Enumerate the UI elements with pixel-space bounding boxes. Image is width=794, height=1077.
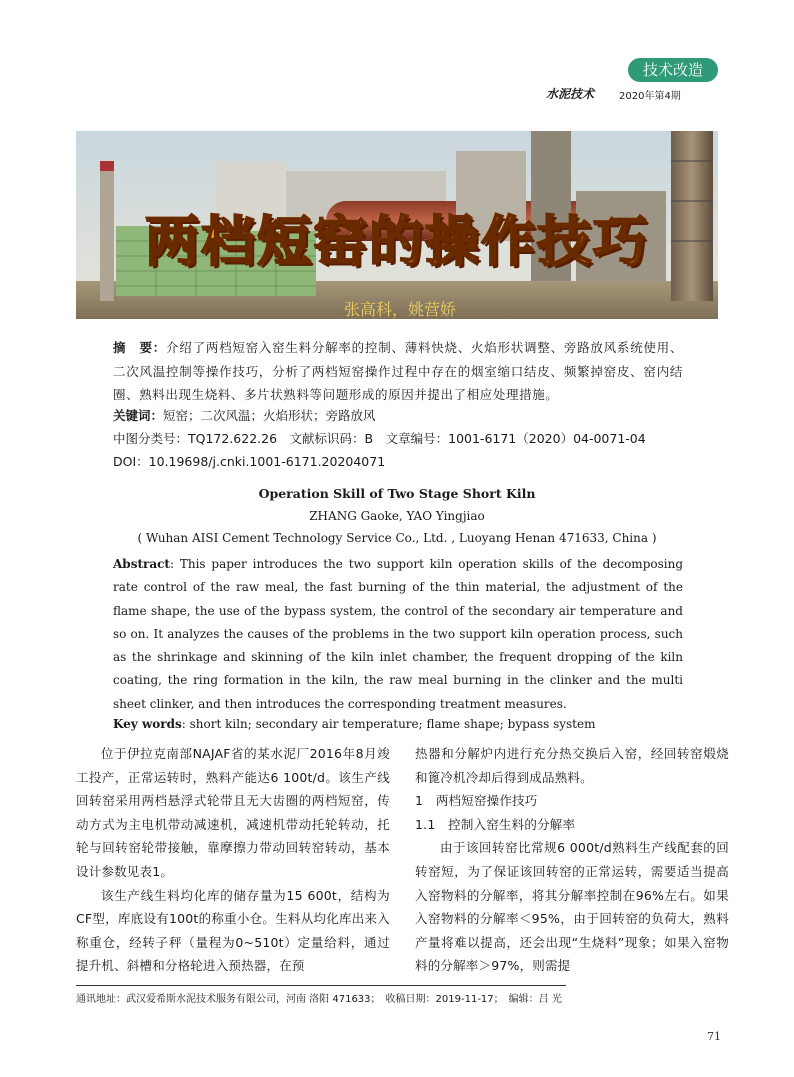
journal-issue: 2020年第4期 [619, 91, 681, 102]
en-affiliation: ( Wuhan AISI Cement Technology Service Co., Ltd. , Luoyang Henan 471633, China ) [137, 531, 657, 545]
cn-abstract-label: 摘 要： [113, 340, 167, 355]
en-title: Operation Skill of Two Stage Short Kiln [258, 486, 536, 501]
banner-title: 两档短窑的操作技巧 [145, 210, 649, 273]
cn-abstract [113, 336, 683, 407]
section-tag: 技术改造 [628, 58, 718, 82]
body-paragraph: 位于伊拉克南部NAJAF省的某水泥厂2016年8月竣工投产，正常运转时，熟料产能达6 100t/d。该生产线回转窑采用两档悬浮式轮带且无大齿圈的两档短窑，传动方式为主电机带动减速机，减速机带动托轮转动，托轮与回转窑轮带接触，靠摩擦力带动回转窑转动，基本设计参数见表1。 [76, 746, 390, 879]
cn-classification: 中图分类号：TQ172.622.26 文献标识码：B 文章编号：1001-6171（2020）04-0071-04 [113, 431, 646, 446]
en-abstract [113, 553, 683, 716]
cn-doi: DOI：10.19698/j.cnki.1001-6171.20204071 [113, 454, 386, 469]
subsection-heading: 1.1 控制入窑生料的分解率 [415, 816, 576, 832]
body-paragraph: 该生产线生料均化库的储存量为15 600t，结构为CF型，库底设有100t的称重小仓。生料从均化库出来入称重仓，经转子秤（量程为0~510t）定量给料，通过提升机、斜槽和分格轮进入预热器，在预 [76, 887, 390, 974]
en-abstract-text: : This paper introduces the two support kiln operation skills of the decomposing rate control of the raw meal, the fast burning of the thin material, the adjustment of the flame shape, the use of the bypass system, the control of the secondary air temperature and so on. It analyzes the causes of the problems in the two support kiln operation process, such as the shrinkage and skinning of the kiln inlet chamber, the frequent dropping of the kiln coating, the ring formation in the kiln, the raw meal burning in the clinker and the multi sheet clinker, and then introduces the corresponding treatment measures. [113, 557, 683, 711]
en-keywords-text: : short kiln; secondary air temperature; flame shape; bypass system [181, 717, 596, 731]
body-paragraph-continued: 热器和分解炉内进行充分热交换后入窑，经回转窑煅烧和篦冷机冷却后得到成品熟料。 [415, 746, 729, 785]
cn-abstract-text: 介绍了两档短窑入窑生料分解率的控制、薄料快烧、火焰形状调整、旁路放风系统使用、二次风温控制等操作技巧，分析了两档短窑操作过程中存在的烟室缩口结皮、频繁掉窑皮、窑内结圈、熟料出现生烧料、多片状熟料等问题形成的原因并提出了相应处理措施。 [113, 340, 683, 402]
en-keywords-label: Key words [113, 717, 182, 731]
en-authors: ZHANG Gaoke, YAO Yingjiao [309, 509, 485, 523]
banner-image [76, 131, 718, 319]
body-column-left [76, 742, 390, 978]
banner-authors: 张高科，姚营娇 [344, 300, 457, 319]
body-paragraph: 由于该回转窑比常规6 000t/d熟料生产线配套的回转窑短，为了保证该回转窑的正常运转，需要适当提高入窑物料的分解率，将其分解率控制在96%左右。如果入窑物料的分解率＜95%，由于回转窑的负荷大，熟料产量将难以提高，还会出现“生烧料”现象；如果入窑物料的分解率＞97%，则需提 [415, 840, 729, 974]
journal-name: 水泥技术 [546, 87, 595, 101]
page-number: 71 [707, 1030, 721, 1043]
cn-keywords-label: 关键词： [113, 408, 164, 423]
en-keywords [113, 717, 683, 731]
section-heading: 1 两档短窑操作技巧 [415, 793, 538, 809]
body-column-right [415, 742, 729, 978]
cn-keywords-text: 短窑；二次风温；火焰形状；旁路放风 [163, 408, 376, 423]
footnote-divider [76, 985, 566, 986]
footnote: 通讯地址：武汉爱希斯水泥技术服务有限公司，河南 洛阳 471633； 收稿日期：2019-11-17； 编辑：吕 光 [76, 994, 562, 1005]
cn-keywords [113, 406, 376, 426]
en-abstract-label: Abstract [113, 557, 170, 571]
